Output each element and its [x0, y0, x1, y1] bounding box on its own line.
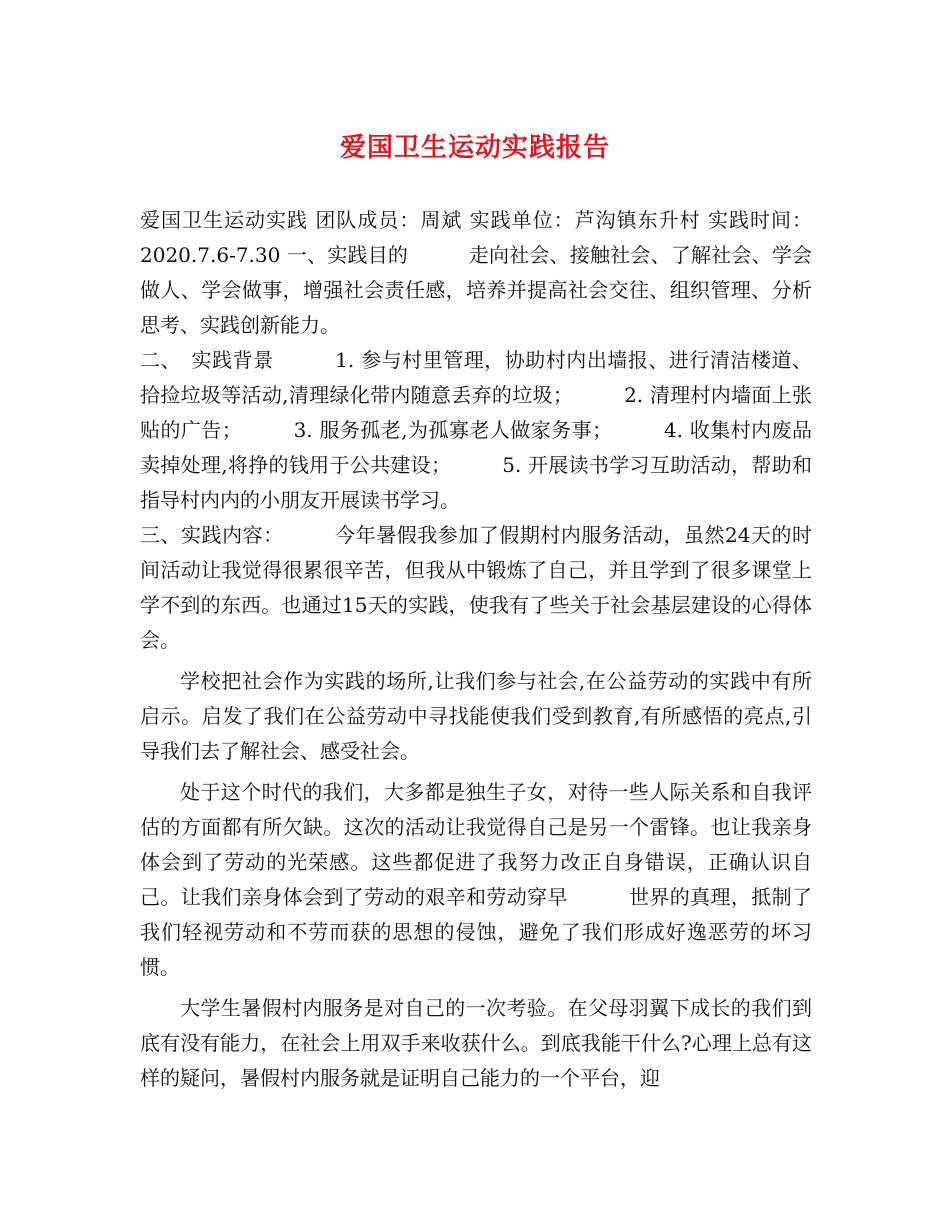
paragraph-intro: 爱国卫生运动实践 团队成员：周斌 实践单位：芦沟镇东升村 实践时间：2020.7.6-7.30 一、实践目的 走向社会、接触社会、了解社会、学会做人、学会做事，增强社会责任感，培养并提高社会交往、组织管理、分析思考、实践创新能力。: [140, 208, 812, 337]
paragraph-content: 三、实践内容： 今年暑假我参加了假期村内服务活动，虽然24天的时间活动让我觉得很累很辛苦，但我从中锻炼了自己，并且学到了很多课堂上学不到的东西。也通过15天的实践，使我有了些关于社会基层建设的心得体会。: [140, 523, 812, 652]
paragraph-generation: 处于这个时代的我们，大多都是独生子女，对待一些人际关系和自我评估的方面都有所欠缺。这次的活动让我觉得自己是另一个雷锋。也让我亲身体会到了劳动的光荣感。这些都促进了我努力改正自身错误，正确认识自己。让我们亲身体会到了劳动的艰辛和劳动穿早 世界的真理，抵制了我们轻视劳动和不劳而获的思想的侵蚀，避免了我们形成好逸恶劳的坏习惯。: [140, 780, 812, 979]
paragraph-background: 二、 实践背景 1. 参与村里管理，协助村内出墙报、进行清洁楼道、拾捡垃圾等活动,清理绿化带内随意丢弃的垃圾； 2. 清理村内墙面上张贴的广告； 3. 服务孤老,为孤寡老人做家务事； 4. 收集村内废品卖掉处理,将挣的钱用于公共建设； 5. 开展读书学习互助活动，帮助和指导村内内的小朋友开展读书学习。: [140, 348, 812, 512]
paragraph-test: 大学生暑假村内服务是对自己的一次考验。在父母羽翼下成长的我们到底有没有能力，在社会上用双手来收获什么。到底我能干什么?心理上总有这样的疑问，暑假村内服务就是证明自己能力的一个平台，迎: [140, 996, 812, 1090]
document-title: 爱国卫生运动实践报告: [339, 133, 610, 163]
document-body: [140, 203, 812, 1096]
paragraph-school: 学校把社会作为实践的场所,让我们参与社会,在公益劳动的实践中有所启示。启发了我们在公益劳动中寻找能使我们受到教育,有所感悟的亮点,引导我们去了解社会、感受社会。: [140, 669, 812, 763]
